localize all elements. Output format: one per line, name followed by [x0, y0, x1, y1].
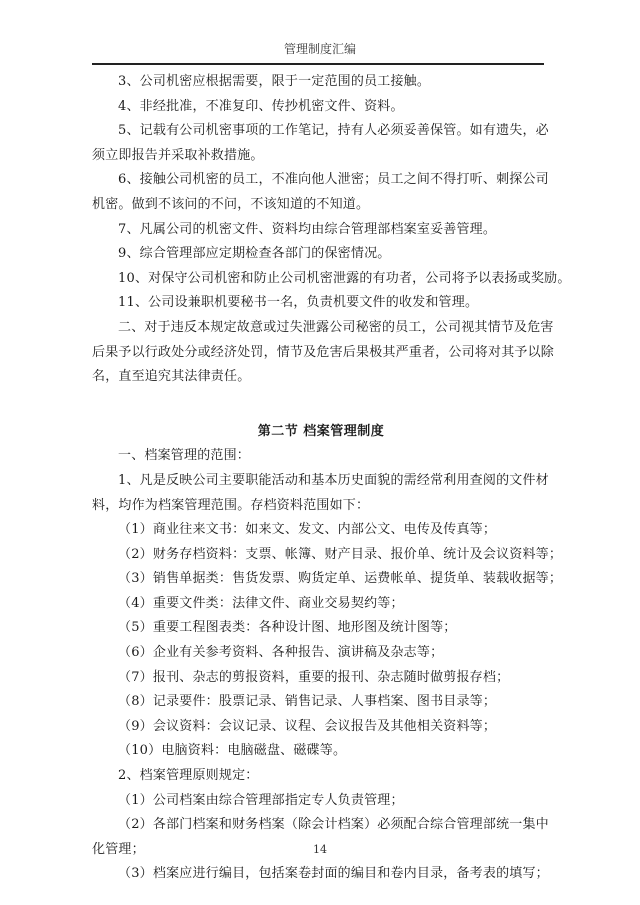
paragraph-line: 后果予以行政处分或经济处罚，情节及危害后果极其严重者，公司将对其予以除	[92, 344, 555, 360]
document-body	[92, 70, 571, 887]
paragraph-line: 5、记载有公司机密事项的工作笔记，持有人必须妥善保管。如有遗失，必	[118, 123, 549, 139]
list-item: （9）会议资料：会议记录、议程、会议报告及其他相关资料等；	[118, 718, 497, 734]
paragraph-line: 9、综合管理部应定期检查各部门的保密情况。	[118, 246, 391, 262]
list-item: （2）各部门档案和财务档案（除会计档案）必须配合综合管理部统一集中	[118, 817, 549, 833]
paragraph-line: 10、对保守公司机密和防止公司机密泄露的有功者，公司将予以表扬或奖励。	[118, 270, 571, 286]
paragraph-line: 7、凡属公司的机密文件、资料均由综合管理部档案室妥善管理。	[118, 221, 497, 237]
list-item: （3）档案应进行编目，包括案卷封面的编目和卷内目录，备考表的填写；	[118, 866, 549, 882]
paragraph-line: 11、公司设兼职机要秘书一名，负责机要文件的收发和管理。	[118, 295, 479, 311]
paragraph-line: 4、非经批准，不准复印、传抄机密文件、资料。	[118, 98, 404, 114]
paragraph-line: 6、接触公司机密的员工，不准向他人泄密；员工之间不得打听、刺探公司	[118, 172, 549, 188]
section-spacer	[92, 390, 550, 420]
running-header: 管理制度汇编	[283, 42, 356, 56]
list-item: 化管理；	[92, 841, 145, 857]
paragraph-line: 料，均作为档案管理范围。存档资料范围如下：	[92, 497, 370, 513]
list-item: （1）公司档案由综合管理部指定专人负责管理；	[118, 792, 404, 808]
list-item: （4）重要文件类：法律文件、商业交易契约等；	[118, 595, 404, 611]
list-item: （1）商业往来文书：如来文、发文、内部公文、电传及传真等；	[118, 522, 497, 538]
list-item: （6）企业有关参考资料、各种报告、演讲稿及杂志等；	[118, 645, 444, 661]
header-rule	[92, 63, 544, 65]
paragraph-line: 二、对于违反本规定故意或过失泄露公司秘密的员工，公司视其情节及危害	[118, 319, 554, 335]
paragraph-line: 名，直至追究其法律责任。	[92, 369, 251, 385]
paragraph-line: 1、凡是反映公司主要职能活动和基本历史面貌的需经常利用查阅的文件材	[118, 472, 549, 488]
paragraph-line: 须立即报告并采取补救措施。	[92, 147, 264, 163]
page-number: 14	[313, 843, 327, 856]
paragraph-line: 2、档案管理原则规定：	[118, 768, 259, 784]
list-item: （10）电脑资料：电脑磁盘、磁碟等。	[118, 743, 347, 759]
paragraph-line: 3、公司机密应根据需要，限于一定范围的员工接触。	[118, 74, 431, 89]
list-item: （8）记录要件：股票记录、销售记录、人事档案、图书目录等；	[118, 694, 497, 710]
list-item: （7）报刊、杂志的剪报资料，重要的报刊、杂志随时做剪报存档；	[118, 669, 510, 685]
section-heading: 第二节 档案管理制度	[257, 423, 385, 439]
paragraph-line: 一、档案管理的范围：	[118, 448, 251, 464]
list-item: （2）财务存档资料：支票、帐簿、财产目录、报价单、统计及会议资料等；	[118, 546, 563, 562]
list-item: （5）重要工程图表类：各种设计图、地形图及统计图等；	[118, 620, 457, 636]
list-item: （3）销售单据类：售货发票、购货定单、运费帐单、提货单、装载收据等；	[118, 571, 563, 587]
paragraph-line: 机密。做到不该问的不问，不该知道的不知道。	[92, 196, 370, 212]
